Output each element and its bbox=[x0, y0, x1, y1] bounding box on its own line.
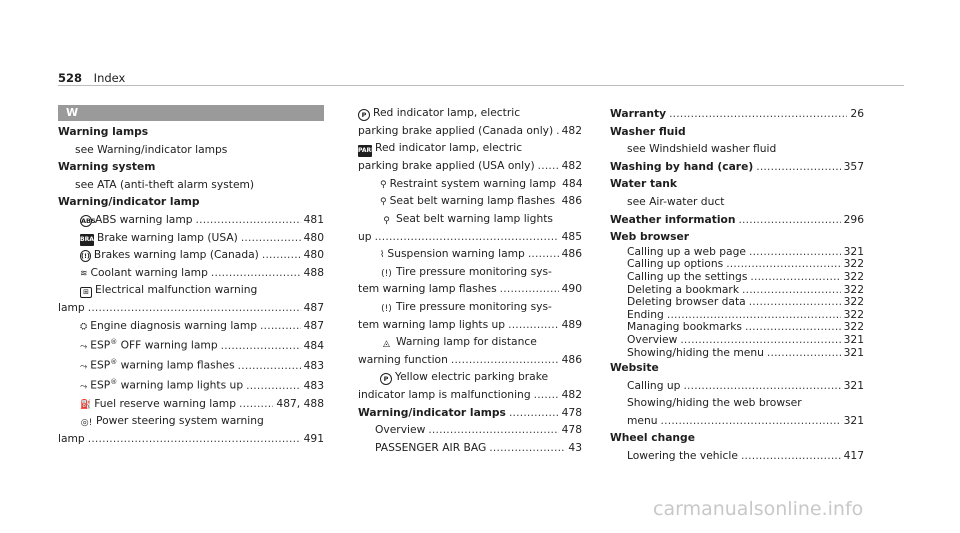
tire-pressure-icon: (!) bbox=[381, 303, 392, 314]
index-entry[interactable]: Lowering the vehicle . . . 417 bbox=[610, 447, 864, 465]
page-ref[interactable]: 485 bbox=[561, 229, 582, 243]
page-ref[interactable]: 322 bbox=[843, 295, 864, 309]
index-entry-continued[interactable]: menu . . . 321 bbox=[610, 412, 864, 430]
engine-icon: ⛭ bbox=[80, 321, 88, 332]
page-ref[interactable]: 486 bbox=[561, 247, 582, 261]
restraint-system-icon: ⚲ bbox=[380, 179, 387, 190]
entry-washer-fluid: Washer fluid bbox=[610, 124, 686, 138]
index-entry[interactable]: Warning/indicator lamps . . . 478 bbox=[358, 404, 582, 422]
index-entry[interactable]: P Yellow electric parking brake bbox=[358, 368, 582, 386]
index-entry[interactable]: Showing/hiding the web browser bbox=[627, 396, 802, 410]
index-entry[interactable]: Warranty . . . 26 bbox=[610, 105, 864, 123]
page-ref[interactable]: 491 bbox=[303, 431, 324, 445]
index-entry[interactable]: ABS ABS warning lamp . . . 481 bbox=[58, 211, 324, 229]
coolant-icon: ≋ bbox=[80, 268, 88, 279]
index-entry[interactable]: ⚲ Restraint system warning lamp 484 bbox=[358, 175, 582, 193]
page-ref[interactable]: 480 bbox=[303, 230, 324, 244]
page-ref[interactable]: 357 bbox=[843, 159, 864, 173]
index-entry[interactable]: Deleting browser data . . . 322 bbox=[610, 296, 864, 309]
page-ref[interactable]: 478 bbox=[561, 423, 582, 437]
index-entry-continued[interactable]: parking brake applied (USA only) . . . 482 bbox=[358, 157, 582, 175]
distance-warning-icon: ◬ bbox=[383, 339, 390, 350]
index-entry-continued[interactable]: lamp . . . 491 bbox=[58, 430, 324, 448]
see-reference[interactable]: see ATA (anti-theft alarm system) bbox=[75, 177, 255, 191]
index-column-left bbox=[58, 105, 324, 447]
index-entry[interactable]: ⛽ Fuel reserve warning lamp . . . 487, 488 bbox=[58, 395, 324, 413]
entry-warning-system: Warning system bbox=[58, 160, 156, 174]
index-entry[interactable]: Showing/hiding the menu . . . 321 bbox=[610, 347, 864, 360]
index-entry[interactable]: ◬ Warning lamp for distance bbox=[358, 333, 582, 351]
index-entry-continued[interactable]: tem warning lamp lights up . . . 489 bbox=[358, 316, 582, 334]
index-entry[interactable]: PARKRed indicator lamp, electric bbox=[358, 139, 582, 157]
index-entry[interactable]: Ending . . . 322 bbox=[610, 309, 864, 322]
index-entry[interactable]: P Red indicator lamp, electric bbox=[358, 104, 582, 122]
page-ref[interactable]: 481 bbox=[303, 212, 324, 226]
index-entry[interactable]: Calling up options . . . 322 bbox=[610, 258, 864, 271]
index-entry[interactable]: ⤳ ESP® warning lamp lights up . . . 483 bbox=[58, 374, 324, 394]
page-ref[interactable]: 484 bbox=[562, 176, 583, 190]
page-ref[interactable]: 321 bbox=[843, 345, 864, 359]
entry-wheel-change: Wheel change bbox=[610, 431, 695, 445]
index-entry[interactable]: ⌇ Suspension warning lamp . . . 486 bbox=[358, 245, 582, 263]
index-entry[interactable]: ◎! Power steering system warning bbox=[80, 414, 264, 429]
page-ref[interactable]: 489 bbox=[561, 317, 582, 331]
page-ref[interactable]: 478 bbox=[561, 405, 582, 419]
battery-icon: ⊞ bbox=[80, 287, 92, 298]
header-divider bbox=[58, 85, 904, 86]
page-ref[interactable]: 321 bbox=[843, 244, 864, 258]
page-ref[interactable]: 483 bbox=[303, 379, 324, 392]
page-ref[interactable]: 26 bbox=[850, 107, 864, 120]
suspension-icon: ⌇ bbox=[380, 250, 385, 261]
index-entry[interactable]: Deleting a bookmark . . . 322 bbox=[610, 284, 864, 297]
index-entry[interactable]: Calling up a web page . . . 321 bbox=[610, 246, 864, 259]
index-entry-continued[interactable]: up . . . 485 bbox=[358, 228, 582, 246]
section-title: Index bbox=[93, 71, 126, 85]
page-ref[interactable]: 480 bbox=[303, 248, 324, 262]
page-ref[interactable]: 486 bbox=[561, 352, 582, 366]
seat-belt-icon: ⚲ bbox=[383, 215, 390, 226]
index-entry[interactable]: ⚲ Seat belt warning lamp lights bbox=[358, 210, 582, 228]
page-ref[interactable]: 322 bbox=[843, 269, 864, 283]
index-entry[interactable]: Managing bookmarks . . . 322 bbox=[610, 321, 864, 334]
page-ref[interactable]: 483 bbox=[303, 358, 324, 372]
page-header bbox=[58, 71, 125, 85]
watermark: carmanualsonline.info bbox=[653, 498, 864, 520]
page-ref[interactable]: 296 bbox=[843, 212, 864, 226]
see-reference[interactable]: see Air-water duct bbox=[627, 194, 725, 208]
page-ref[interactable]: 482 bbox=[561, 123, 582, 137]
index-entry[interactable]: Calling up the settings . . . 322 bbox=[610, 271, 864, 284]
entry-water-tank: Water tank bbox=[610, 177, 678, 191]
index-entry-continued[interactable]: lamp . . . 487 bbox=[58, 299, 324, 317]
index-entry-continued[interactable]: indicator lamp is malfunctioning . . . 482 bbox=[358, 386, 582, 404]
see-reference[interactable]: see Warning/indicator lamps bbox=[75, 142, 228, 156]
page-ref[interactable]: 322 bbox=[843, 320, 864, 334]
page-ref[interactable]: 321 bbox=[843, 378, 864, 392]
index-entry[interactable]: (!) Tire pressure monitoring sys- bbox=[381, 264, 552, 279]
page-ref[interactable]: 43 bbox=[568, 440, 582, 454]
index-entry[interactable]: ⤳ ESP® OFF warning lamp . . . 484 bbox=[58, 334, 324, 354]
esp-off-icon: ⤳ bbox=[80, 341, 88, 352]
page-ref[interactable]: 321 bbox=[843, 413, 864, 427]
web-browser-subentries bbox=[610, 246, 864, 359]
park-icon: PARK bbox=[358, 145, 372, 157]
page-ref[interactable]: 487 bbox=[303, 300, 324, 314]
page-ref[interactable]: 417 bbox=[843, 449, 864, 463]
steering-wheel-icon: ◎! bbox=[80, 418, 93, 429]
index-entry-continued[interactable]: parking brake applied (Canada only) . . . 482 bbox=[358, 122, 582, 140]
page-ref[interactable]: 488 bbox=[303, 265, 324, 279]
index-entry[interactable]: Washing by hand (care) . . . 357 bbox=[610, 158, 864, 176]
entry-website: Website bbox=[610, 361, 659, 375]
esp-icon: ⤳ bbox=[80, 382, 88, 392]
page-ref[interactable]: 484 bbox=[303, 338, 324, 352]
index-entry-continued[interactable]: tem warning lamp flashes . . . 490 bbox=[358, 280, 582, 298]
index-entry[interactable]: (!) Brakes warning lamp (Canada) . . . 480 bbox=[58, 246, 324, 264]
index-column-middle bbox=[358, 104, 582, 456]
page-ref[interactable]: 482 bbox=[561, 159, 582, 173]
index-entry[interactable]: Overview . . . 321 bbox=[610, 334, 864, 347]
index-entry[interactable]: ⚲ Seat belt warning lamp flashes . . . 486 bbox=[358, 192, 582, 210]
index-column-right bbox=[610, 105, 864, 465]
page-ref[interactable]: 322 bbox=[843, 257, 864, 271]
abs-icon: ABS bbox=[81, 216, 96, 225]
index-entry[interactable]: ⊞ Electrical malfunction warning bbox=[58, 281, 324, 299]
index-entry[interactable]: (!) Tire pressure monitoring sys- bbox=[381, 299, 552, 314]
page-ref[interactable]: 487 bbox=[303, 318, 324, 332]
index-entry[interactable]: ≋ Coolant warning lamp . . . 488 bbox=[58, 264, 324, 282]
page-ref[interactable]: 322 bbox=[843, 282, 864, 296]
page-ref[interactable]: 487, 488 bbox=[276, 396, 324, 410]
parking-brake-icon: P bbox=[358, 109, 370, 121]
entry-warning-lamps: Warning lamps bbox=[58, 125, 149, 138]
esp-icon: ⤳ bbox=[80, 361, 88, 372]
page-ref[interactable]: 482 bbox=[561, 387, 582, 401]
page-ref[interactable]: 321 bbox=[843, 332, 864, 346]
page-ref[interactable]: 486 bbox=[561, 194, 582, 208]
page-number: 528 bbox=[58, 71, 83, 85]
brake-circle-icon: (!) bbox=[81, 252, 90, 261]
index-entry[interactable]: BRAKE Brake warning lamp (USA) . . . 480 bbox=[58, 229, 324, 247]
fuel-pump-icon: ⛽ bbox=[80, 399, 92, 410]
index-entry-continued[interactable]: warning function . . . 486 bbox=[358, 351, 582, 369]
index-entry[interactable]: Overview . . . 478 bbox=[358, 421, 582, 439]
index-entry[interactable]: Weather information . . . 296 bbox=[610, 211, 864, 229]
index-entry[interactable]: ⤳ ESP® warning lamp flashes . . . 483 bbox=[58, 354, 324, 374]
letter-heading: W bbox=[58, 105, 324, 121]
parking-brake-icon: P bbox=[380, 373, 392, 385]
see-reference[interactable]: see Windshield washer fluid bbox=[627, 142, 777, 156]
entry-warning-indicator-lamp: Warning/indicator lamp bbox=[58, 195, 200, 209]
page-ref[interactable]: 322 bbox=[843, 307, 864, 321]
index-entry[interactable]: ⛭ Engine diagnosis warning lamp . . . 487 bbox=[58, 317, 324, 335]
brake-icon: BRAKE bbox=[80, 234, 94, 246]
index-entry[interactable]: Calling up . . . 321 bbox=[610, 377, 864, 395]
entry-web-browser: Web browser bbox=[610, 230, 690, 244]
page-ref[interactable]: 490 bbox=[561, 282, 582, 296]
index-entry[interactable]: PASSENGER AIR BAG . . . 43 bbox=[358, 439, 582, 457]
tire-pressure-icon: (!) bbox=[381, 268, 392, 279]
seat-belt-icon: ⚲ bbox=[380, 197, 387, 208]
